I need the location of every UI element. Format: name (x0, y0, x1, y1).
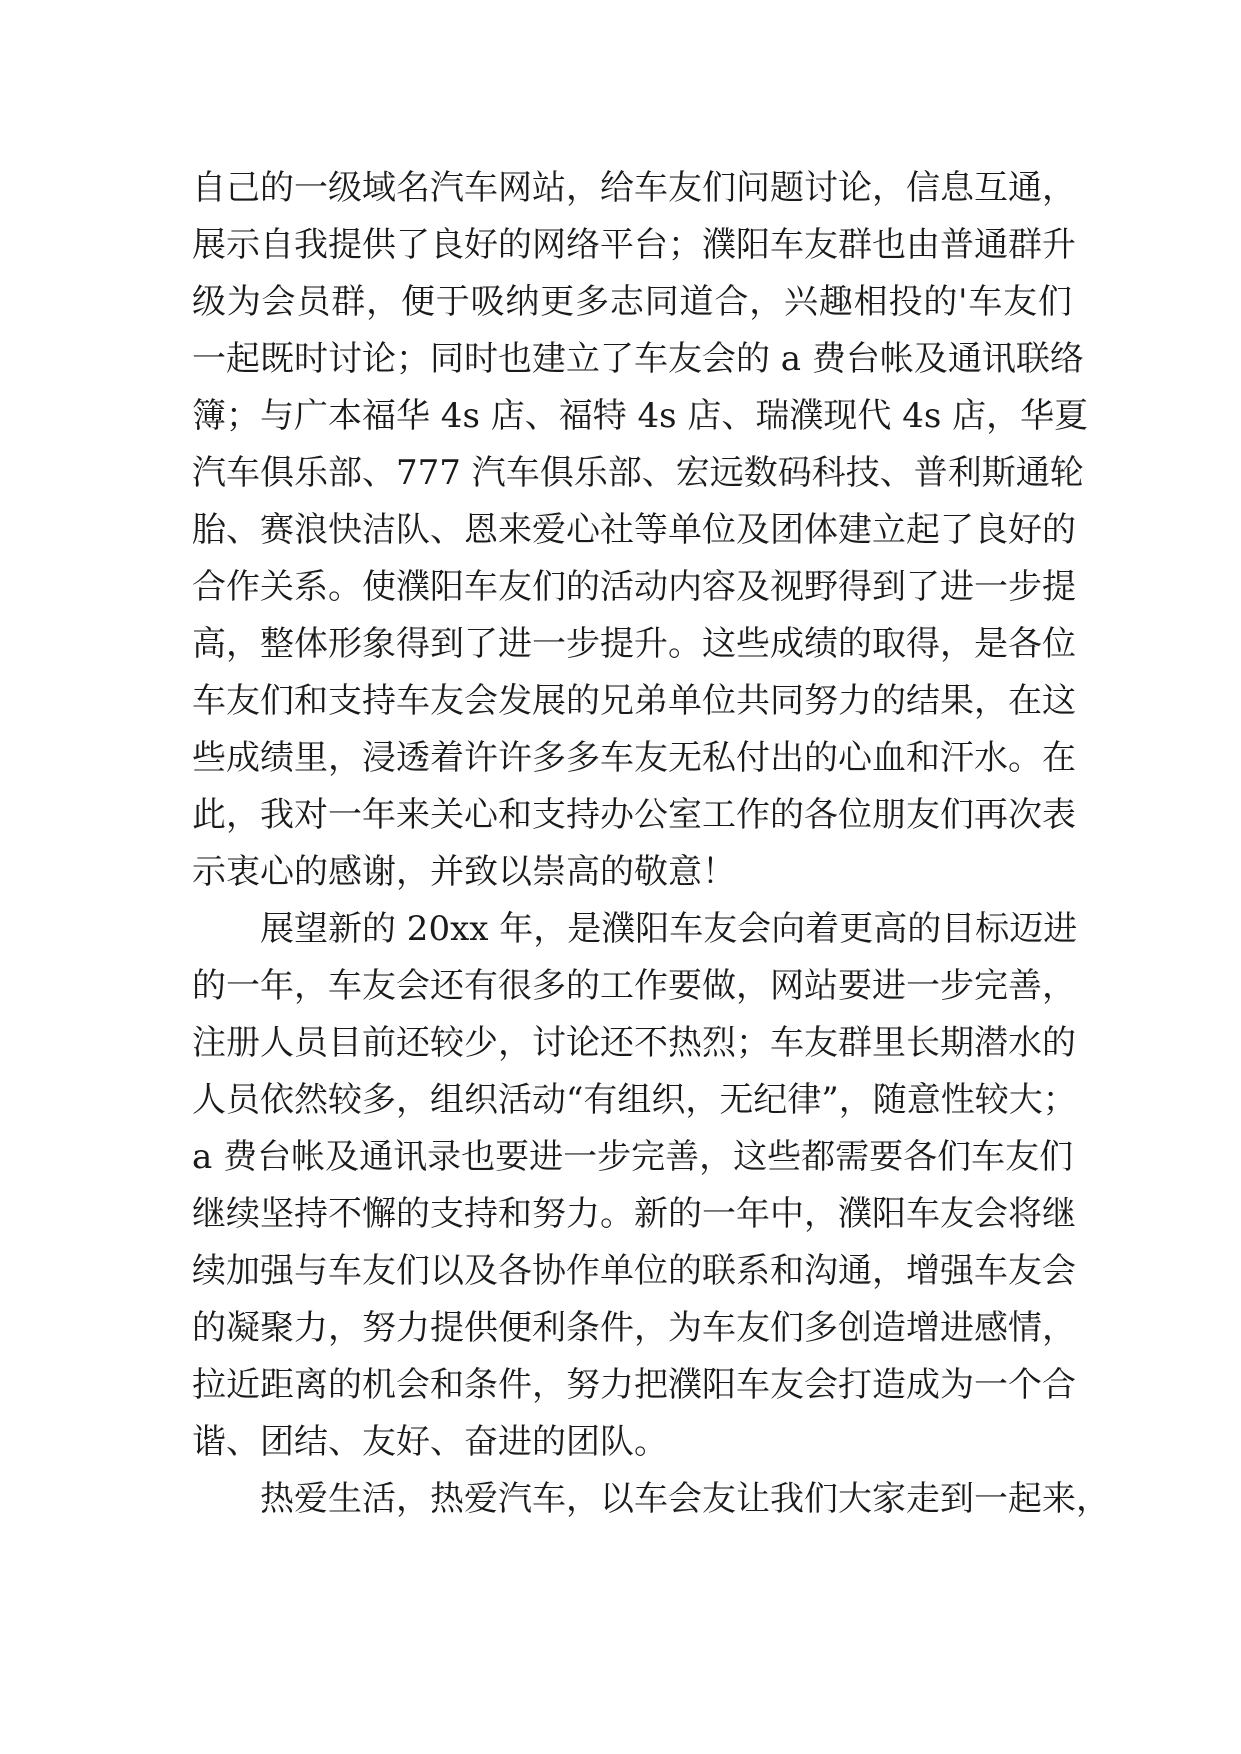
text-line: 展示自我提供了良好的网络平台；濮阳车友群也由普通群升 (192, 225, 1076, 265)
text-line: 热爱生活，热爱汽车，以车会友让我们大家走到一起来， (260, 1479, 1110, 1519)
text-line: 继续坚持不懈的支持和努力。新的一年中，濮阳车友会将继 (192, 1194, 1076, 1234)
text-line: 谐、团结、友好、奋进的团队。 (192, 1422, 668, 1462)
text-line: 拉近距离的机会和条件，努力把濮阳车友会打造成为一个合 (192, 1365, 1076, 1405)
paragraph-2 (192, 901, 1078, 1471)
text-line: 车友们和支持车友会发展的兄弟单位共同努力的结果，在这 (192, 681, 1076, 721)
document-body (192, 160, 1110, 1528)
text-line: 示衷心的感谢，并致以崇高的敬意！ (192, 852, 736, 892)
paragraph-1 (192, 160, 1089, 901)
text-line: 簿；与广本福华 4s 店、福特 4s 店、瑞濮现代 4s 店，华夏 (192, 396, 1089, 436)
text-line: 合作关系。使濮阳车友们的活动内容及视野得到了进一步提 (192, 567, 1076, 607)
text-line: 些成绩里，浸透着许许多多车友无私付出的心血和汗水。在 (192, 738, 1076, 778)
text-line: 高，整体形象得到了进一步提升。这些成绩的取得，是各位 (192, 624, 1076, 664)
text-line: 自己的一级域名汽车网站，给车友们问题讨论，信息互通， (192, 168, 1076, 208)
text-line: 一起既时讨论；同时也建立了车友会的 a 费台帐及通讯联络 (192, 339, 1084, 379)
text-line: 人员依然较多，组织活动“有组织，无纪律”，随意性较大； (192, 1080, 1077, 1120)
text-line: 级为会员群，便于吸纳更多志同道合，兴趣相投的'车友们 (192, 282, 1072, 322)
text-line: 展望新的 20xx 年，是濮阳车友会向着更高的目标迈进 (260, 909, 1078, 949)
paragraph-3 (192, 1471, 1110, 1528)
text-line: 的凝聚力，努力提供便利条件，为车友们多创造增进感情， (192, 1308, 1076, 1348)
text-line: 续加强与车友们以及各协作单位的联系和沟通，增强车友会 (192, 1251, 1076, 1291)
text-line: 注册人员目前还较少，讨论还不热烈；车友群里长期潜水的 (192, 1023, 1076, 1063)
text-line: 汽车俱乐部、777 汽车俱乐部、宏远数码科技、普利斯通轮 (192, 453, 1084, 493)
text-line: 的一年，车友会还有很多的工作要做，网站要进一步完善， (192, 966, 1076, 1006)
text-line: 胎、赛浪快洁队、恩来爱心社等单位及团体建立起了良好的 (192, 510, 1076, 550)
text-line: a 费台帐及通讯录也要进一步完善，这些都需要各们车友们 (192, 1137, 1074, 1177)
text-line: 此，我对一年来关心和支持办公室工作的各位朋友们再次表 (192, 795, 1076, 835)
